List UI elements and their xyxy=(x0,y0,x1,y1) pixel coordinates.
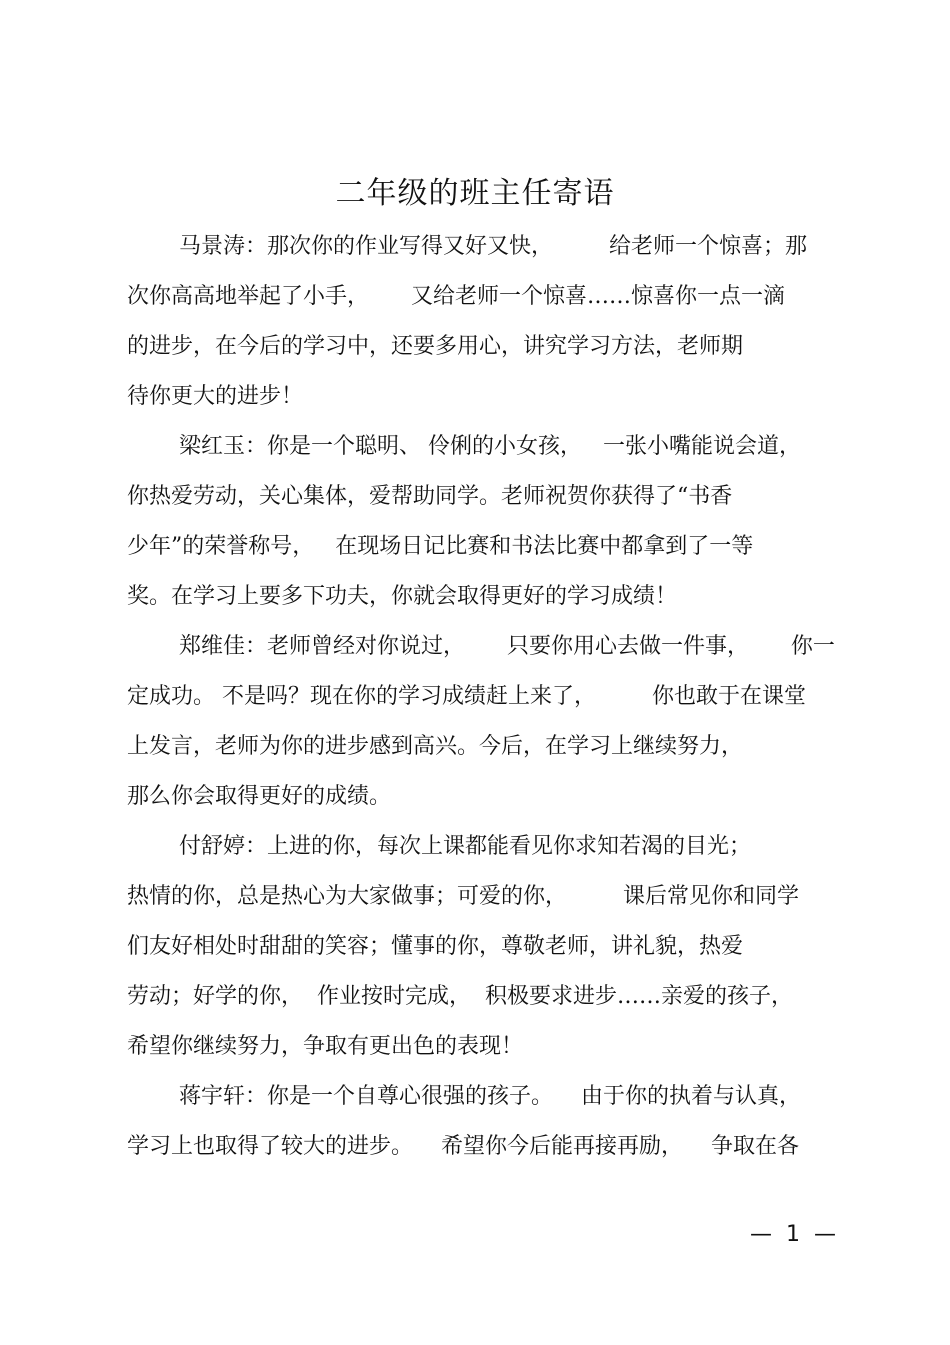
text-line: 定成功。 不是吗？现在你的学习成绩赶上来了， 你也敢于在课堂 xyxy=(127,684,806,709)
document-body xyxy=(127,222,847,1172)
text-line: 上发言，老师为你的进步感到高兴。今后，在学习上继续努力， xyxy=(127,734,744,759)
text-line: 的进步，在今后的学习中，还要多用心，讲究学习方法，老师期 xyxy=(127,334,744,359)
text-line: 付舒婷：上进的你，每次上课都能看见你求知若渴的目光； xyxy=(179,834,752,859)
text-line: 少年”的荣誉称号， 在现场日记比赛和书法比赛中都拿到了一等 xyxy=(127,534,754,559)
text-line: 郑维佳：老师曾经对你说过， 只要你用心去做一件事， 你一 xyxy=(179,634,835,659)
text-line: 希望你继续努力，争取有更出色的表现！ xyxy=(127,1034,524,1059)
text-line: 梁红玉：你是一个聪明、 伶俐的小女孩， 一张小嘴能说会道， xyxy=(179,434,801,459)
text-line: 次你高高地举起了小手， 又给老师一个惊喜……惊喜你一点一滴 xyxy=(127,284,785,309)
text-line: 热情的你，总是热心为大家做事；可爱的你， 课后常见你和同学 xyxy=(127,884,799,909)
text-line: 蒋宇轩：你是一个自尊心很强的孩子。 由于你的执着与认真， xyxy=(179,1084,801,1109)
text-line: 奖。在学习上要多下功夫，你就会取得更好的学习成绩！ xyxy=(127,584,678,609)
text-line: 学习上也取得了较大的进步。 希望你今后能再接再励， 争取在各 xyxy=(127,1134,799,1159)
text-line: 你热爱劳动，关心集体，爱帮助同学。老师祝贺你获得了“书香 xyxy=(127,484,733,509)
text-line: 劳动；好学的你， 作业按时完成， 积极要求进步……亲爱的孩子， xyxy=(127,984,793,1009)
page-number: — 1 — xyxy=(750,1222,836,1247)
text-line: 待你更大的进步！ xyxy=(127,384,304,409)
text-line: 马景涛：那次你的作业写得又好又快， 给老师一个惊喜；那 xyxy=(179,234,807,259)
document-title: 二年级的班主任寄语 xyxy=(335,176,615,211)
text-line: 那么你会取得更好的成绩。 xyxy=(127,784,392,809)
text-line: 们友好相处时甜甜的笑容；懂事的你，尊敬老师，讲礼貌，热爱 xyxy=(127,934,744,959)
